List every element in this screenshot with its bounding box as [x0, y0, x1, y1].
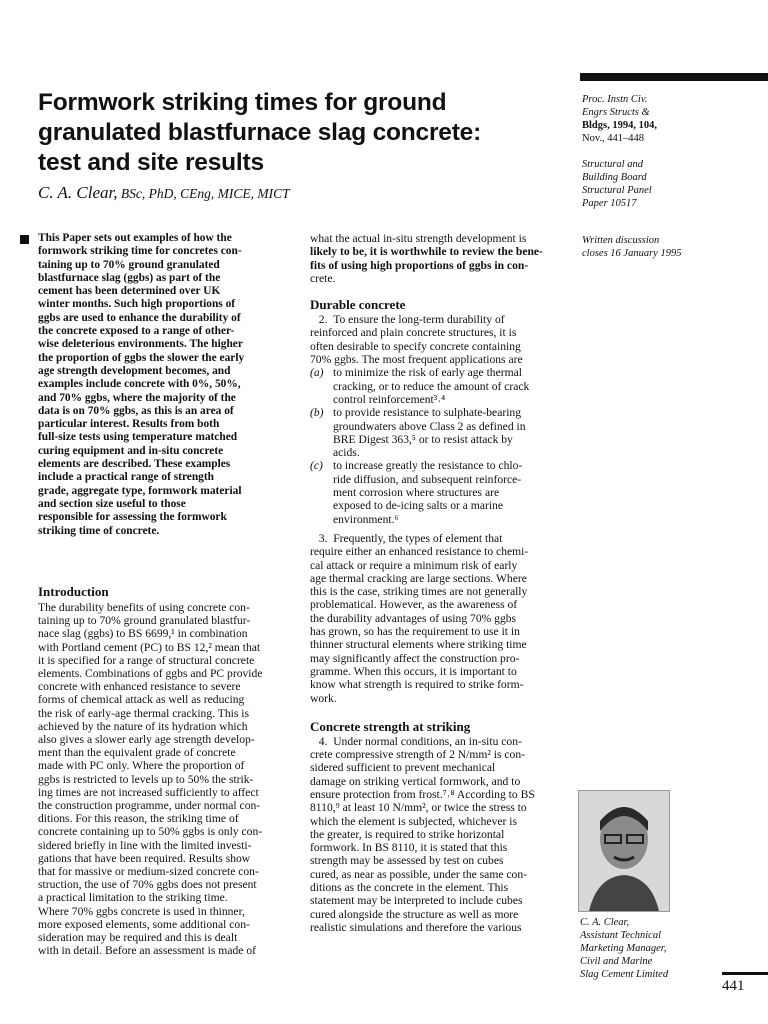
- text-line: ride diffusion, and subsequent reinforce-: [333, 472, 522, 486]
- text-line: strength may be assessed by test on cubes: [310, 854, 504, 868]
- caption-line: Slag Cement Limited: [580, 969, 669, 980]
- author-line: [38, 183, 290, 203]
- caption-line: C. A. Clear,: [580, 917, 630, 928]
- introduction-text: [38, 601, 298, 957]
- text-line: taining up to 70% ground granulated blastfur-: [38, 614, 251, 628]
- list-item: [310, 406, 566, 459]
- text-line: responsible for assessing the formwork: [38, 511, 227, 524]
- continued-text: [310, 232, 566, 285]
- text-line: examples include concrete with 0%, 50%,: [38, 378, 241, 391]
- text-line: cracking, or to reduce the amount of crack: [333, 379, 530, 393]
- text-line: with Portland cement (PC) to BS 12,² mean that: [38, 640, 261, 654]
- text-line: work.: [310, 691, 337, 705]
- list-item: [310, 459, 566, 525]
- text-line: concrete containing up to 50% ggbs is only con-: [38, 825, 263, 839]
- text-line: 3. Frequently, the types of element that: [310, 531, 503, 545]
- section-heading-durable-concrete: Durable concrete: [310, 297, 406, 313]
- author-photo: [578, 790, 670, 912]
- text-line: ment corrosion where structures are: [333, 486, 500, 500]
- publication-line: Nov., 441–448: [582, 133, 645, 144]
- text-line: sideration may be required and this is dealt: [38, 931, 238, 945]
- text-line: sidered briefly in line with the limited investi-: [38, 838, 252, 852]
- title-line: granulated blastfurnace slag concrete:: [38, 119, 482, 146]
- title-line: test and site results: [38, 149, 264, 176]
- text-line: BRE Digest 363,⁵ or to resist attack by: [333, 432, 513, 446]
- text-line: gramme. When this occurs, it is important to: [310, 664, 517, 678]
- text-line: age strength development becomes, and: [38, 364, 231, 377]
- text-line: require either an enhanced resistance to chemi-: [310, 545, 529, 559]
- text-line: crete compressive strength of 2 N/mm² is con-: [310, 748, 526, 762]
- discussion-line: Written discussion: [582, 235, 660, 246]
- text-line: formwork. In BS 8110, it is stated that this: [310, 841, 508, 855]
- text-line: ggbs are used to enhance the durability of: [38, 311, 241, 324]
- text-line: damage on striking vertical formwork, and to: [310, 774, 521, 788]
- text-line: 8110,⁹ at least 10 N/mm², or twice the stress to: [310, 801, 527, 815]
- text-line: nace slag (ggbs) to BS 6699,¹ in combination: [38, 627, 248, 641]
- text-line: elements. Combinations of ggbs and PC provide: [38, 667, 263, 681]
- photo-caption: [580, 916, 668, 981]
- board-line: Paper 10517: [582, 198, 637, 209]
- text-line: ing times are not increased sufficiently to affect: [38, 785, 259, 799]
- section-heading-introduction: Introduction: [38, 584, 109, 599]
- text-line: this is the case, striking times are not generally: [310, 585, 528, 599]
- text-line: particular interest. Results from both: [38, 418, 220, 431]
- paper-title: [38, 88, 568, 178]
- text-line: has grown, so has the requirement to use it in: [310, 625, 520, 639]
- publication-line: Proc. Instn Civ.: [582, 94, 648, 105]
- text-line: the risk of early-age thermal cracking. This is: [38, 706, 249, 720]
- text-line: groundwaters above Class 2 as defined in: [333, 419, 526, 433]
- text-line: This Paper sets out examples of how the: [38, 232, 232, 244]
- text-line: sidered sufficient to prevent mechanical: [310, 761, 496, 775]
- text-line: 70% ggbs. The most frequent applications are: [310, 353, 523, 367]
- text-line: realistic simulations and therefore the various: [310, 920, 522, 934]
- text-line: 2. To ensure the long-term durability of: [310, 313, 505, 327]
- text-line: struction, the use of 70% ggbs does not present: [38, 878, 257, 892]
- text-line: it is specified for a range of structural concrete: [38, 653, 255, 667]
- caption-line: Assistant Technical: [580, 930, 661, 941]
- text-line: thinner structural elements where striking time: [310, 638, 527, 652]
- text-line: reinforced and plain concrete structures, it is: [310, 326, 517, 340]
- text-line: ggbs is restricted to levels up to 50% the strik-: [38, 772, 254, 786]
- summary-block: [20, 232, 292, 538]
- text-line: gations that have been required. Results show: [38, 851, 251, 865]
- list-marker: (b): [310, 406, 324, 420]
- text-line: may significantly affect the construction pro-: [310, 651, 520, 665]
- text-line: include a practical range of strength: [38, 471, 215, 484]
- text-line: control reinforcement³˒⁴: [333, 392, 446, 406]
- board-info: [582, 158, 652, 210]
- text-line: achieved by the nature of its hydration which: [38, 719, 248, 733]
- summary: [20, 232, 292, 538]
- text-line: to provide resistance to sulphate-bearing: [333, 406, 522, 420]
- text-line: winter months. Such high proportions of: [38, 298, 236, 311]
- durable-list: [310, 366, 566, 526]
- publication-info: [582, 93, 657, 145]
- right-column: [310, 232, 566, 934]
- text-line: Where 70% ggbs concrete is used in thinner,: [38, 904, 245, 918]
- text-line: to minimize the risk of early age thermal: [333, 366, 522, 380]
- section-heading-strength: Concrete strength at striking: [310, 718, 471, 734]
- text-line: that for massive or medium-sized concrete con-: [38, 865, 259, 879]
- paragraph-3: [310, 532, 566, 705]
- text-line: The durability benefits of using concrete con-: [38, 601, 250, 614]
- text-line: concrete with enhanced resistance to severe: [38, 680, 241, 694]
- text-line: data is on 70% ggbs, as this is an area of: [38, 404, 234, 417]
- board-line: Building Board: [582, 172, 647, 183]
- text-line: often desirable to specify concrete containing: [310, 339, 521, 353]
- text-line: the concrete exposed to a range of other-: [38, 325, 235, 338]
- text-line: the durability advantages of using 70% ggbs: [310, 611, 517, 625]
- text-line: striking time of concrete.: [38, 524, 160, 537]
- text-line: taining up to 70% ground granulated: [38, 258, 220, 271]
- text-line: what the actual in-situ strength development is: [310, 232, 527, 245]
- author-name: C. A. Clear,: [38, 183, 118, 202]
- list-marker: (a): [310, 366, 324, 380]
- page-number-rule: [722, 972, 768, 975]
- text-line: ditions. For this reason, the striking time of: [38, 812, 239, 826]
- strength-text: [310, 735, 566, 934]
- publication-line: Engrs Structs &: [582, 107, 650, 118]
- text-line: environment.⁶: [333, 512, 399, 526]
- text-line: age thermal cracking are large sections. Where: [310, 571, 527, 585]
- text-line: forms of chemical attack as well as reducing: [38, 693, 245, 707]
- text-line: a practical limitation to the striking time.: [38, 891, 228, 905]
- text-line: the construction programme, under normal con-: [38, 799, 261, 813]
- list-marker: (c): [310, 459, 323, 473]
- text-line: blastfurnace slag (ggbs) as part of the: [38, 271, 221, 284]
- page-number: 441: [722, 978, 745, 994]
- text-line: problematical. However, as the awareness of: [310, 598, 518, 612]
- portrait-icon: [579, 791, 669, 911]
- text-line: acids.: [333, 446, 360, 460]
- text-line: formwork striking time for concretes con-: [38, 245, 242, 258]
- author-degrees: BSc, PhD, CEng, MICE, MICT: [117, 186, 290, 201]
- text-line: cured alongside the structure as well as more: [310, 907, 519, 921]
- text-line: cal attack or require a minimum risk of early: [310, 558, 518, 572]
- caption-line: Marketing Manager,: [580, 943, 667, 954]
- text-line: full-size tests using temperature matched: [38, 431, 238, 444]
- text-line: and 70% ggbs, where the majority of the: [38, 391, 236, 404]
- caption-line: Civil and Marine: [580, 956, 653, 967]
- text-line: which the element is subjected, whichever is: [310, 814, 518, 828]
- text-line: likely to be, it is worthwhile to review the bene-: [310, 245, 543, 259]
- text-line: made with PC only. Where the proportion of: [38, 759, 245, 773]
- board-line: Structural and: [582, 159, 643, 170]
- text-line: ensure protection from frost.⁷˒⁸ According to BS: [310, 787, 535, 801]
- durable-text: [310, 313, 566, 366]
- text-line: cement has been determined over UK: [38, 285, 221, 298]
- text-line: with in detail. Before an assessment is made of: [38, 944, 256, 958]
- text-line: the proportion of ggbs the slower the early: [38, 351, 245, 364]
- text-line: wise deleterious environments. The higher: [38, 338, 243, 351]
- text-line: elements are described. These examples: [38, 458, 231, 471]
- text-line: statement may be interpreted to include cubes: [310, 894, 523, 908]
- list-item: [310, 366, 566, 406]
- text-line: fits of using high proportions of ggbs in con-: [310, 258, 529, 272]
- board-line: Structural Panel: [582, 185, 652, 196]
- text-line: ment than the equivalent grade of concrete: [38, 746, 236, 760]
- discussion-note: [582, 234, 681, 260]
- text-line: know what strength is required to strike form-: [310, 678, 524, 692]
- text-line: 4. Under normal conditions, an in-situ con-: [310, 734, 522, 748]
- text-line: the greater, is required to strike horizontal: [310, 827, 505, 841]
- text-line: crete.: [310, 271, 336, 285]
- text-line: and section size useful to those: [38, 497, 186, 510]
- text-line: curing equipment and in-situ concrete: [38, 444, 224, 457]
- text-line: ditions as the concrete in the element. This: [310, 881, 509, 895]
- publication-line: Bldgs, 1994, 104,: [582, 120, 657, 131]
- text-line: grade, aggregate type, formwork material: [38, 484, 242, 497]
- text-line: also gives a slower early age strength develop-: [38, 733, 255, 747]
- text-line: cured, as near as possible, under the same con-: [310, 867, 527, 881]
- bullet-square-icon: [20, 235, 29, 244]
- top-rule: [580, 73, 768, 81]
- discussion-line: closes 16 January 1995: [582, 248, 682, 259]
- text-line: exposed to de-icing salts or a marine: [333, 499, 503, 513]
- text-line: to increase greatly the resistance to chlo-: [333, 459, 523, 473]
- title-line: Formwork striking times for ground: [38, 89, 447, 116]
- text-line: more exposed elements, some additional con-: [38, 917, 250, 931]
